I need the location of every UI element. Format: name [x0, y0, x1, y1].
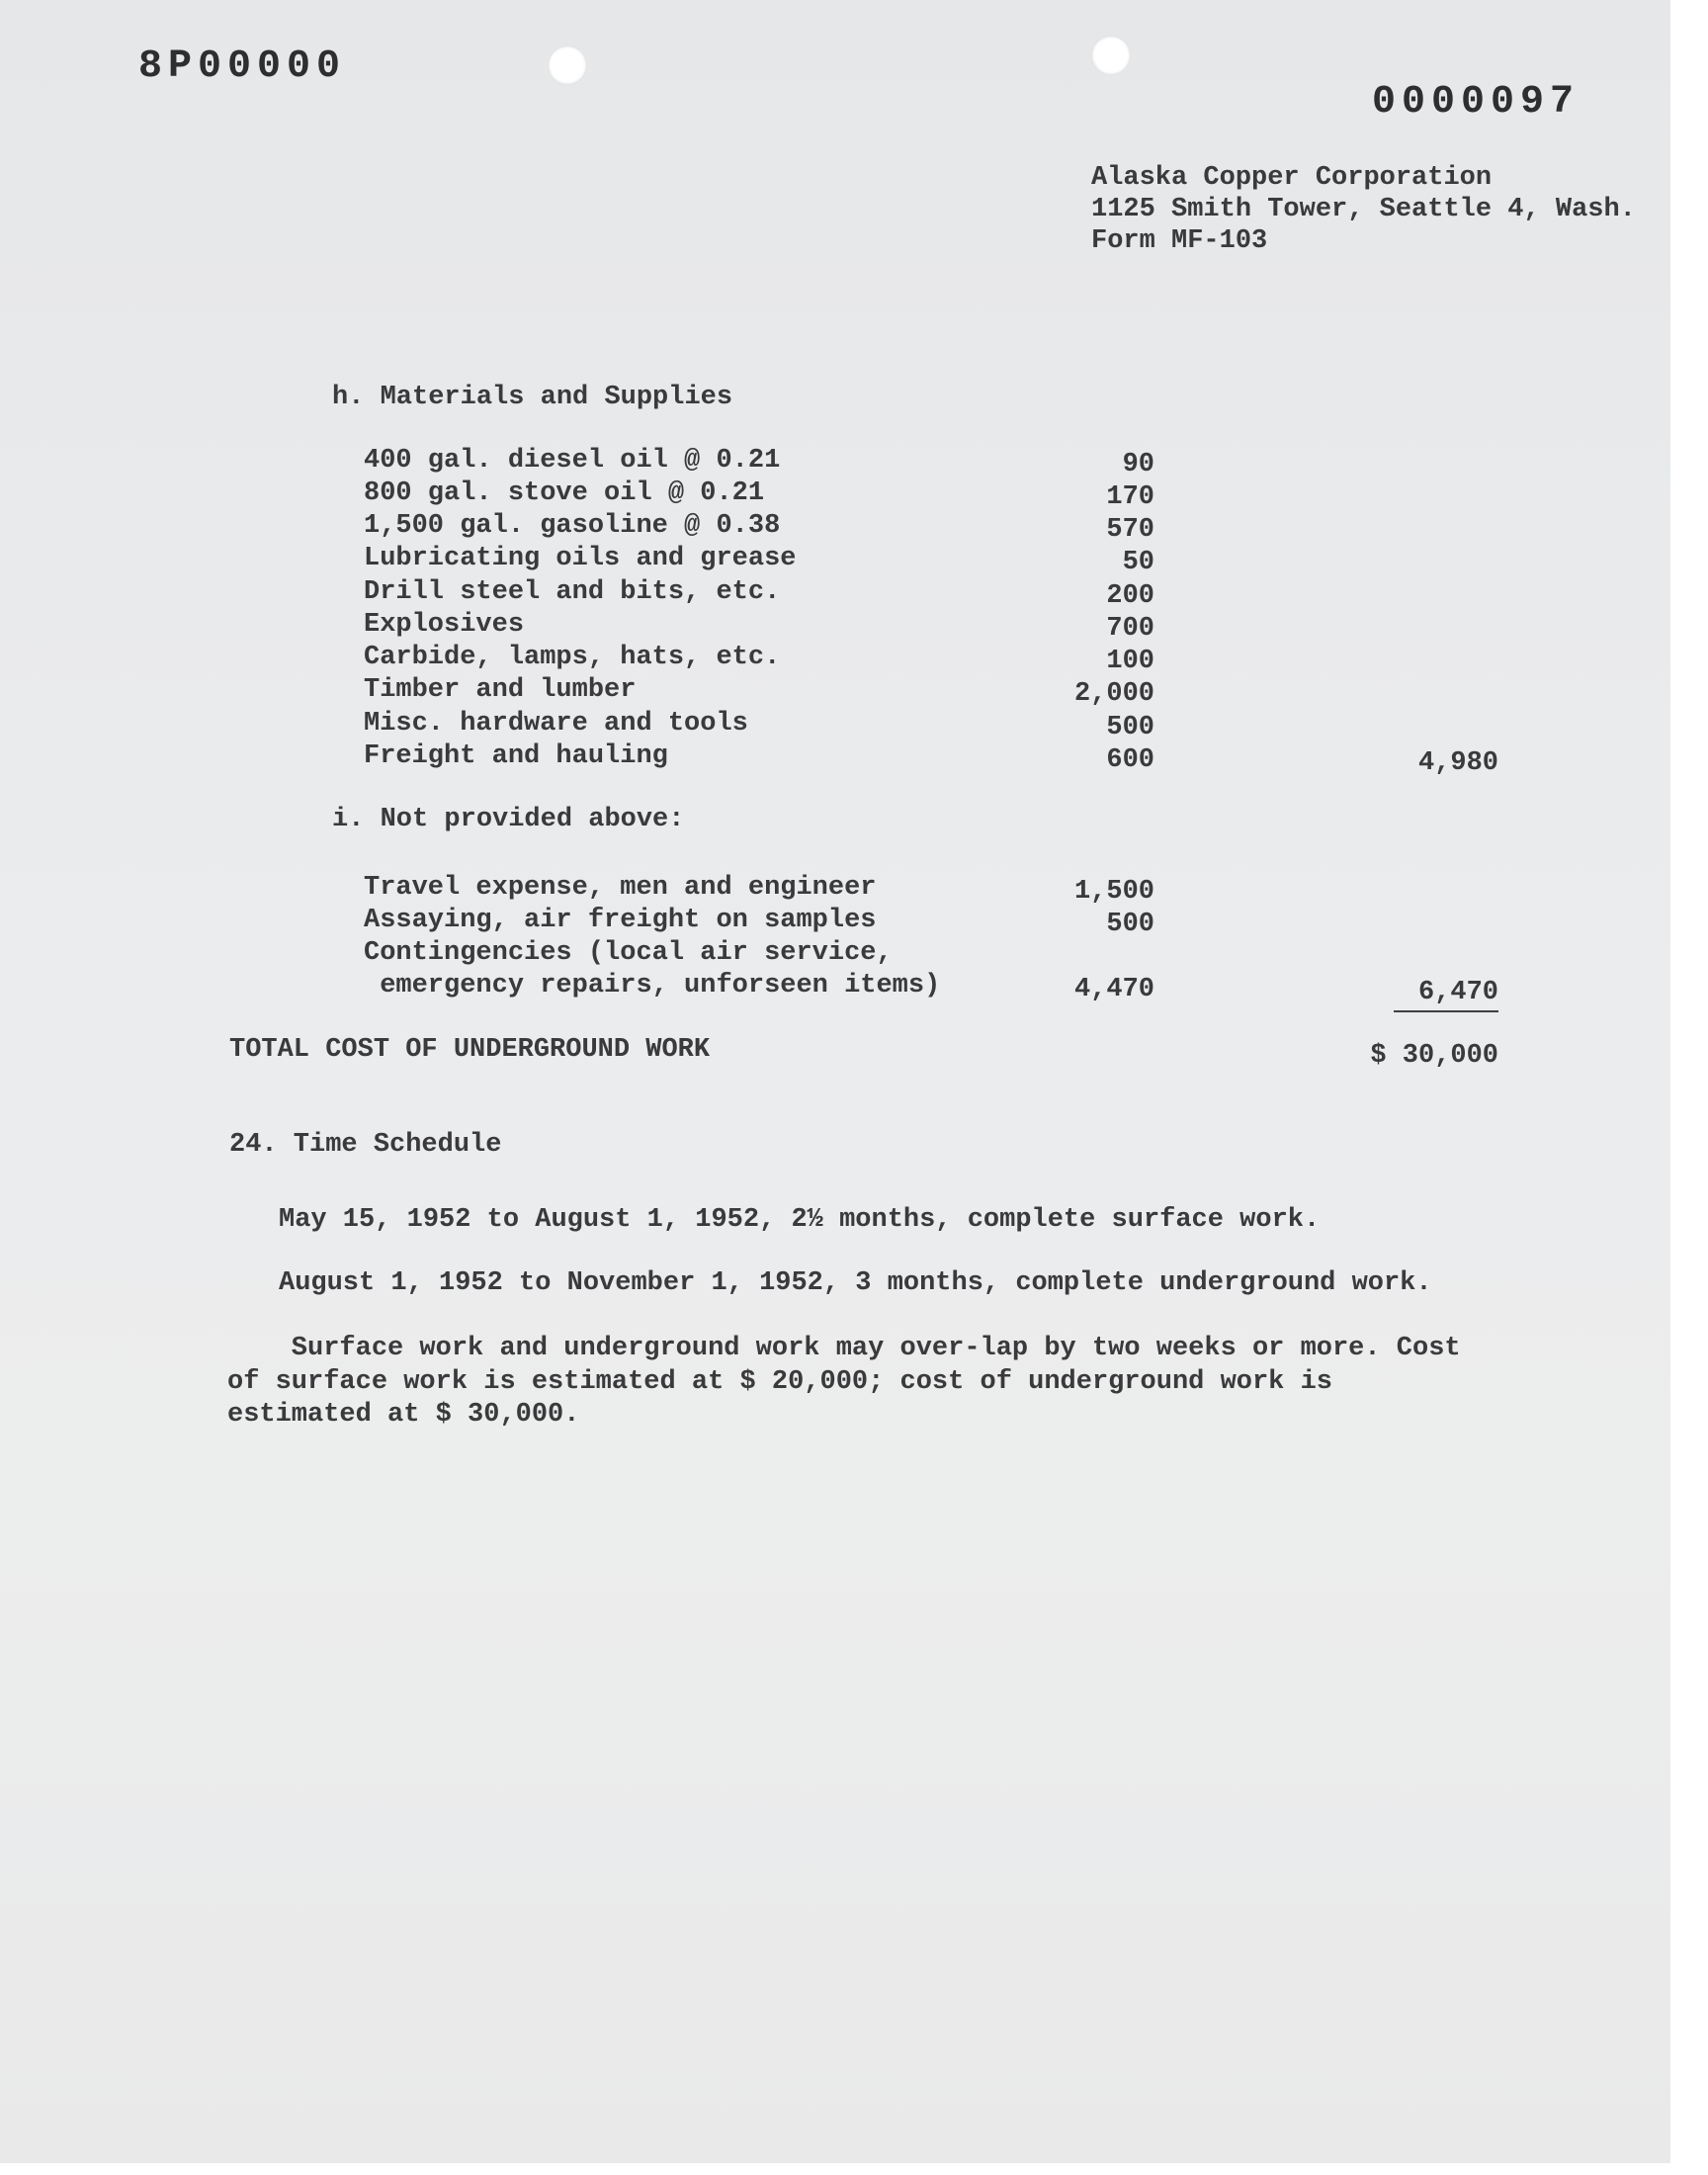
list-item-amount: 500 [1106, 910, 1154, 939]
schedule-line-surface: May 15, 1952 to August 1, 1952, 2½ months, complete surface work. [279, 1205, 1321, 1235]
total-label: TOTAL COST OF UNDERGROUND WORK [229, 1035, 711, 1065]
list-item-amount: 170 [1106, 482, 1154, 512]
list-item-amount: 50 [1122, 548, 1154, 577]
list-item-amount: 600 [1106, 745, 1154, 775]
list-item-label: Travel expense, men and engineer [364, 873, 877, 903]
list-item-label: Timber and lumber [364, 675, 637, 705]
list-item-amount: 1,500 [1073, 877, 1154, 907]
company-address: 1125 Smith Tower, Seattle 4, Wash. [1091, 195, 1636, 224]
stamp-right: 0000097 [1372, 80, 1580, 125]
form-number: Form MF-103 [1091, 226, 1268, 256]
total-amount: $ 30,000 [1370, 1041, 1498, 1071]
list-item-amount: 90 [1122, 450, 1154, 479]
punch-hole-right [1091, 36, 1131, 75]
list-item-label: Drill steel and bits, etc. [364, 577, 781, 607]
list-item-label: Assaying, air freight on samples [364, 906, 877, 935]
list-item-label: Explosives [364, 610, 525, 640]
paragraph-line: Surface work and underground work may over-lap by two weeks or more. Cost [227, 1334, 1461, 1363]
materials-subtotal: 4,980 [1417, 748, 1498, 778]
list-item-label: 1,500 gal. gasoline @ 0.38 [364, 511, 781, 541]
paragraph-line: estimated at $ 30,000. [227, 1400, 580, 1430]
list-item-label: Carbide, lamps, hats, etc. [364, 643, 781, 672]
not-provided-subtotal: 6,470 [1417, 978, 1498, 1007]
list-item-label: emergency repairs, unforseen items) [364, 971, 941, 1000]
punch-hole-left [548, 45, 587, 85]
list-item-amount: 4,470 [1073, 975, 1154, 1004]
list-item-amount: 700 [1106, 614, 1154, 644]
company-name: Alaska Copper Corporation [1091, 163, 1493, 193]
page-edge [1670, 0, 1708, 2175]
list-item-amount: 200 [1106, 581, 1154, 611]
list-item-label: 400 gal. diesel oil @ 0.21 [364, 446, 781, 476]
list-item-label: Contingencies (local air service, [364, 938, 893, 968]
not-provided-heading: i. Not provided above: [332, 805, 685, 834]
stamp-left: 8P00000 [138, 44, 347, 89]
materials-heading: h. Materials and Supplies [332, 383, 733, 412]
list-item-label: 800 gal. stove oil @ 0.21 [364, 478, 765, 508]
subtotal-rule [1394, 1010, 1498, 1012]
list-item-amount: 2,000 [1073, 679, 1154, 709]
list-item-label: Lubricating oils and grease [364, 544, 797, 573]
list-item-label: Misc. hardware and tools [364, 709, 748, 739]
list-item-label: Freight and hauling [364, 741, 668, 771]
list-item-amount: 100 [1106, 647, 1154, 676]
paragraph-line: of surface work is estimated at $ 20,000; cost of underground work is [227, 1367, 1332, 1397]
list-item-amount: 570 [1106, 515, 1154, 545]
schedule-heading: 24. Time Schedule [229, 1130, 502, 1160]
schedule-line-underground: August 1, 1952 to November 1, 1952, 3 months, complete underground work. [279, 1268, 1432, 1298]
list-item-amount: 500 [1106, 713, 1154, 742]
